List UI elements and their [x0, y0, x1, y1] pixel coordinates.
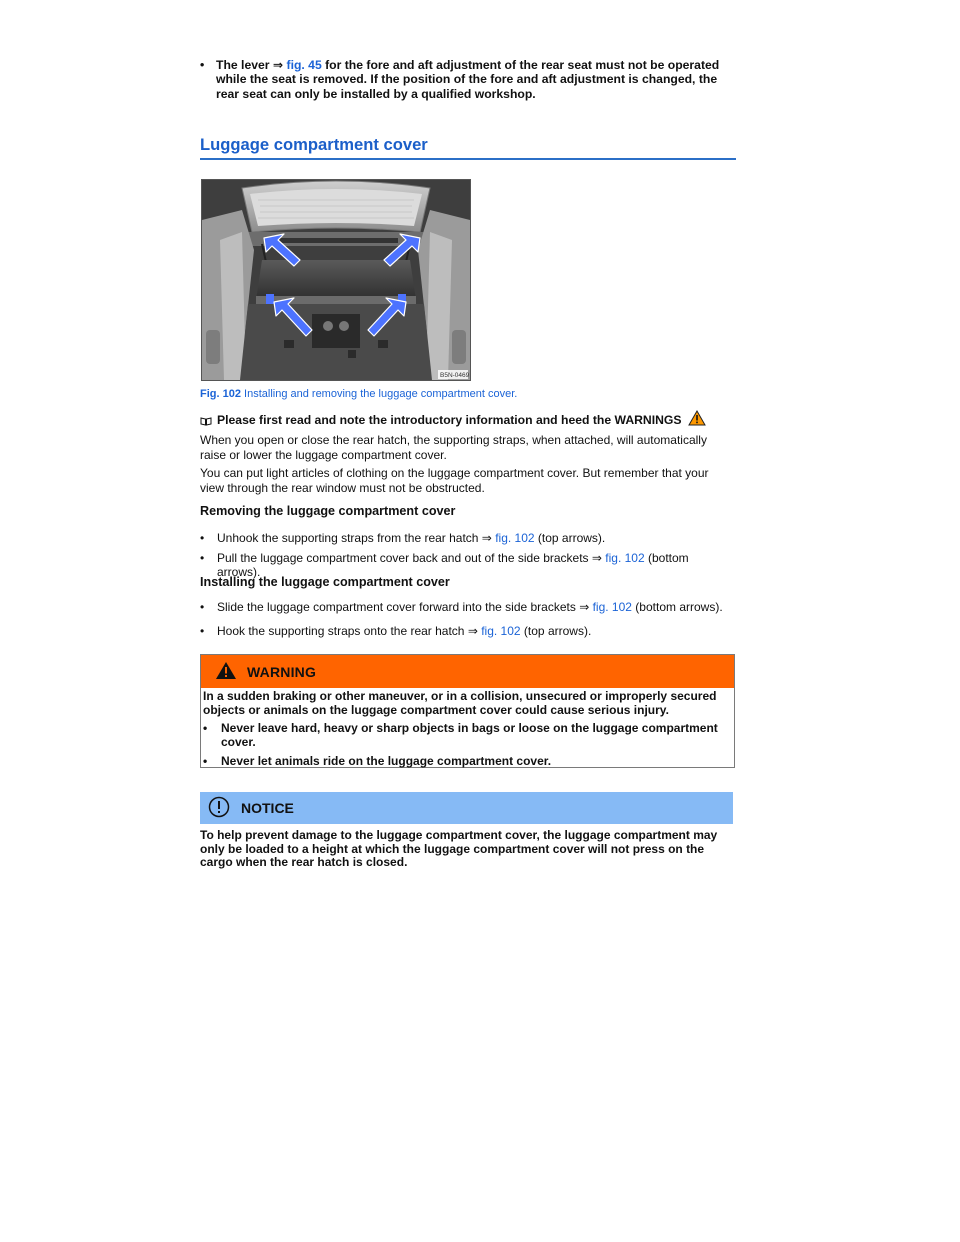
warning-bullet: • Never let animals ride on the luggage compartment cover.: [203, 754, 552, 768]
fig-102-link[interactable]: fig. 102: [592, 600, 632, 614]
bullet: •: [200, 58, 205, 72]
warning-text: In a sudden braking or other maneuver, or in a collision, unsecured or improperly secured objects or animals on the luggage compartment cover could cause serious injury.: [203, 689, 717, 717]
warning-header: [201, 655, 734, 688]
warning-box: [200, 654, 735, 768]
warning-title: WARNING: [247, 663, 317, 680]
warning-bullet: • Never leave hard, heavy or sharp objects in bags or loose on the luggage compartment cover.: [203, 721, 718, 749]
figure-caption: [200, 388, 517, 400]
paragraph-1: When you open or close the rear hatch, the supporting straps, when attached, will automatically raise or lower the luggage compartment cover.: [200, 433, 707, 462]
section-heading: [200, 136, 736, 160]
removing-heading: Removing the luggage compartment cover: [200, 504, 456, 518]
book-icon: [200, 415, 212, 424]
installing-step-2: • Hook the supporting straps onto the rear hatch ⇒ fig. 102 (top arrows).: [200, 624, 592, 638]
notice-title: NOTICE: [241, 800, 294, 816]
image-code: B5N-0469: [440, 372, 470, 379]
caption-label: Fig. 102: [200, 388, 241, 400]
warning-body: [201, 688, 734, 769]
fig-102-link[interactable]: fig. 102: [495, 531, 535, 545]
notice-body: To help prevent damage to the luggage compartment cover, the luggage compartment may only be loaded to a height at which the luggage compartment cover will not press on the cargo when the rear hatch is closed.: [200, 828, 718, 870]
fig-102-link[interactable]: fig. 102: [481, 624, 521, 638]
intro-text: Please first read and note the introductory information and heed the WARNINGS: [217, 412, 682, 427]
installing-step-1: • Slide the luggage compartment cover forward into the side brackets ⇒ fig. 102 (bottom arrows).: [200, 600, 723, 614]
removing-step-1: • Unhook the supporting straps from the rear hatch ⇒ fig. 102 (top arrows).: [200, 531, 606, 545]
exclamation-circle-icon: [208, 796, 230, 821]
paragraph-2: You can put light articles of clothing on the luggage compartment cover. But remember that your view through the rear window must not be obstructed.: [200, 466, 709, 495]
intro-line: [200, 410, 706, 429]
warning-triangle-icon: [215, 661, 237, 683]
section-title: Luggage compartment cover: [200, 135, 428, 154]
seat-lever-note: [200, 58, 730, 101]
removing-step-2: • Pull the luggage compartment cover back and out of the side brackets ⇒ fig. 102 (bottom arrows).: [200, 551, 689, 579]
fig-45-link[interactable]: fig. 45: [286, 58, 322, 72]
fig-102-link[interactable]: fig. 102: [605, 551, 645, 565]
figure-102: [201, 179, 471, 381]
luggage-cover-illustration: [202, 180, 470, 380]
caption-text: Installing and removing the luggage compartment cover.: [240, 388, 518, 400]
warning-triangle-icon: [688, 410, 706, 429]
seat-lever-note-text: The lever ⇒ fig. 45 for the fore and aft adjustment of the rear seat must not be operated while the seat is removed. If the position of the fore and aft adjustment is changed, the rear seat can only be installed by a qualified workshop.: [216, 58, 720, 101]
notice-header: [200, 792, 733, 824]
installing-heading: Installing the luggage compartment cover: [200, 575, 450, 589]
